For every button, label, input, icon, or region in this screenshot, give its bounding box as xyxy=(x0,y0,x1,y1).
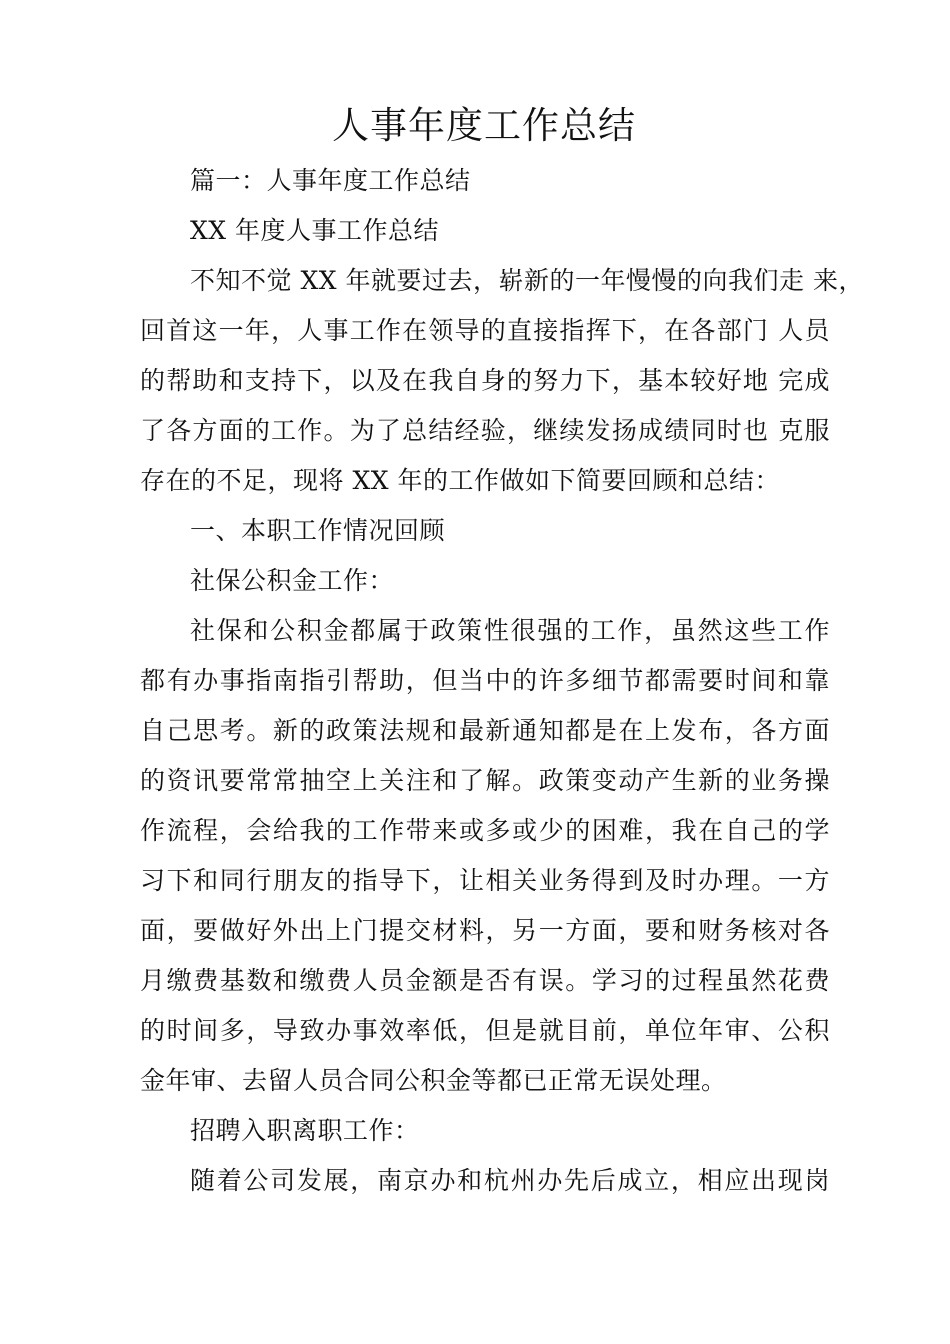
section-heading: 篇一：人事年度工作总结 xyxy=(190,166,471,195)
paragraph-line: 的时间多，导致办事效率低，但是就目前，单位年审、公积 xyxy=(140,1016,830,1045)
paragraph-line: 存在的不足，现将 XX 年的工作做如下简要回顾和总结： xyxy=(140,466,780,495)
paragraph-line: 面，要做好外出上门提交材料，另一方面，要和财务核对各 xyxy=(140,916,830,945)
paragraph-line: 习下和同行朋友的指导下，让相关业务得到及时办理。一方 xyxy=(140,866,830,895)
subsection-heading: 社保公积金工作： xyxy=(190,566,395,595)
paragraph-line: 的帮助和支持下，以及在我自身的努力下，基本较好地 完成 xyxy=(140,366,830,395)
paragraph-line: 月缴费基数和缴费人员金额是否有误。学习的过程虽然花费 xyxy=(140,966,830,995)
document-title: 人事年度工作总结 xyxy=(332,104,636,147)
section-heading: 一、本职工作情况回顾 xyxy=(190,516,446,545)
paragraph-line: 自己思考。新的政策法规和最新通知都是在上发布，各方面 xyxy=(140,716,830,745)
paragraph-line: 不知不觉 XX 年就要过去，崭新的一年慢慢的向我们走 来， xyxy=(190,266,864,295)
paragraph-line: 回首这一年，人事工作在领导的直接指挥下，在各部门 人员 xyxy=(140,316,830,345)
paragraph-line: 社保和公积金都属于政策性很强的工作，虽然这些工作 xyxy=(190,616,830,645)
paragraph-line: 都有办事指南指引帮助，但当中的许多细节都需要时间和靠 xyxy=(140,666,830,695)
paragraph-line: 金年审、去留人员合同公积金等都已正常无误处理。 xyxy=(140,1066,727,1095)
subsection-heading: 招聘入职离职工作： xyxy=(190,1116,420,1145)
paragraph-line: 随着公司发展，南京办和杭州办先后成立，相应出现岗 xyxy=(190,1166,830,1195)
paragraph-line: 的资讯要常常抽空上关注和了解。政策变动产生新的业务操 xyxy=(140,766,830,795)
paragraph-line: 作流程，会给我的工作带来或多或少的困难，我在自己的学 xyxy=(140,816,830,845)
subtitle: XX 年度人事工作总结 xyxy=(190,216,440,245)
paragraph-line: 了各方面的工作。为了总结经验，继续发扬成绩同时也 克服 xyxy=(140,416,830,445)
